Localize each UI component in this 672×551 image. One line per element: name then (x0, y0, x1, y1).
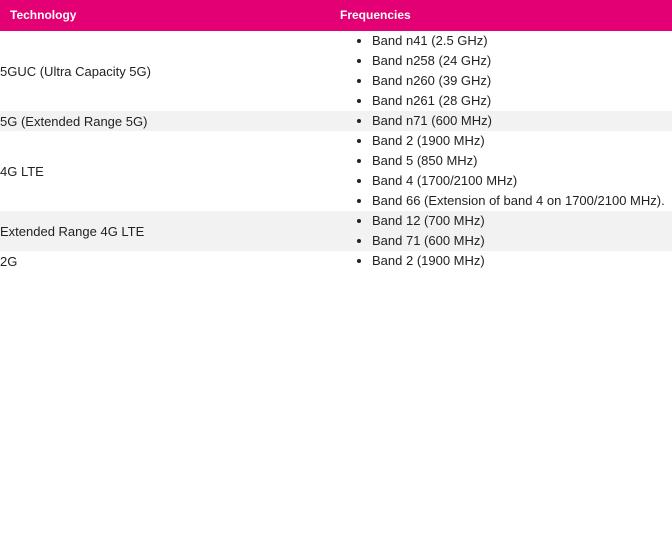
band-list (330, 131, 672, 211)
list-item: • Band n261 (28 GHz) (372, 91, 672, 111)
table-body (0, 31, 672, 271)
table-header (0, 0, 672, 31)
column-header-technology: Technology (0, 0, 330, 31)
network-frequencies-table (0, 0, 672, 271)
technology-cell: 4G LTE (0, 131, 330, 211)
band-list (330, 31, 672, 111)
list-item: • Band 4 (1700/2100 MHz) (372, 171, 672, 191)
list-item: • Band n71 (600 MHz) (372, 111, 672, 131)
list-item: • Band n41 (2.5 GHz) (372, 31, 672, 51)
frequencies-cell (330, 31, 672, 111)
list-item: • Band 66 (Extension of band 4 on 1700/2100 MHz). (372, 191, 672, 211)
list-item: • Band 2 (1900 MHz) (372, 251, 672, 271)
list-item: • Band 2 (1900 MHz) (372, 131, 672, 151)
band-list (330, 111, 672, 131)
list-item: • Band 12 (700 MHz) (372, 211, 672, 231)
band-list (330, 251, 672, 271)
list-item: • Band 71 (600 MHz) (372, 231, 672, 251)
technology-cell: 2G (0, 251, 330, 271)
table-row (0, 31, 672, 111)
table-row (0, 111, 672, 131)
list-item: • Band n260 (39 GHz) (372, 71, 672, 91)
list-item: • Band n258 (24 GHz) (372, 51, 672, 71)
technology-cell: 5GUC (Ultra Capacity 5G) (0, 31, 330, 111)
frequencies-cell (330, 251, 672, 271)
table-row (0, 251, 672, 271)
column-header-frequencies: Frequencies (330, 0, 672, 31)
table-row (0, 211, 672, 251)
frequencies-cell (330, 111, 672, 131)
frequencies-cell (330, 211, 672, 251)
band-list (330, 211, 672, 251)
technology-cell: Extended Range 4G LTE (0, 211, 330, 251)
technology-cell: 5G (Extended Range 5G) (0, 111, 330, 131)
table-header-row (0, 0, 672, 31)
list-item: • Band 5 (850 MHz) (372, 151, 672, 171)
table-row (0, 131, 672, 211)
frequencies-cell (330, 131, 672, 211)
